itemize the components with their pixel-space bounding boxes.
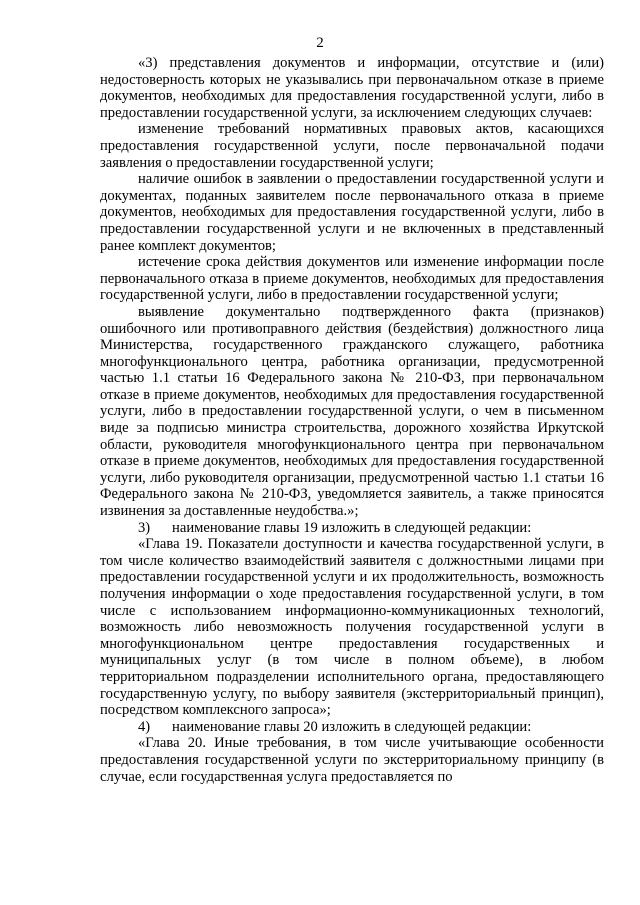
paragraph-item-4-chapter-20: 4) наименование главы 20 изложить в следующей редакции: bbox=[138, 718, 532, 735]
paragraph-item-3-intro: «3) представления документов и информации, отсутствие и (или) недостоверность которых не указывались при первоначальном отказе в приеме документов, необходимых для предоставления государственной услуги, либо в предоставлении государственной услуги, за исключением следующих случаев: bbox=[100, 55, 604, 121]
page-number: 2 bbox=[316, 35, 324, 51]
paragraph-application-errors: наличие ошибок в заявлении о предоставлении государственной услуги и документах, поданных заявителем после первоначального отказа в приеме документов, необходимых для предоставления государственной услуги, либо в предоставлении государственной услуги и не включенных в представленный ранее комплект документов; bbox=[100, 171, 604, 254]
paragraph-documents-expiry: истечение срока действия документов или изменение информации после первоначального отказа в приеме документов, необходимых для предоставления государственной услуги, либо в предоставлении государственной услуги; bbox=[100, 254, 604, 304]
paragraph-chapter-20-title: «Глава 20. Иные требования, в том числе учитывающие особенности предоставления государственной услуги по экстерриториальному принципу (в случае, если государственная услуга предоставляется по bbox=[100, 735, 604, 785]
paragraph-unlawful-action: выявление документально подтвержденного факта (признаков) ошибочного или противоправного действия (бездействия) должностного лица Министерства, государственного гражданского служащего, работника многофункционального центра, работника организации, предусмотренной частью 1.1 статьи 16 Федерального закона № 210-ФЗ, при первоначальном отказе в приеме документов, необходимых для предоставления государственной услуги, либо в предоставлении государственной услуги, о чем в письменном виде за подписью министра строительства, дорожного хозяйства Иркутской области, руководителя многофункционального центра при первоначальном отказе в приеме документов, необходимых для предоставления государственной услуги, либо руководителя организации, предусмотренной частью 1.1 статьи 16 Федерального закона № 210-ФЗ, уведомляется заявитель, а также приносятся извинения за доставленные неудобства.»; bbox=[100, 303, 604, 520]
paragraph-chapter-19-title: «Глава 19. Показатели доступности и качества государственной услуги, в том числе количество взаимодействий заявителя с должностными лицами при предоставлении государственной услуги и их продолжительность, возможность получения информации о ходе предоставления государственной услуги, в том числе с использованием информационно-коммуникационных технологий, возможность либо невозможность получения государственной услуги в многофункциональном центре предоставления государственных и муниципальных услуг (в том числе в полном объеме), в любом территориальном подразделении исполнительного органа, предоставляющего государственную услугу, по выбору заявителя (экстерриториальный принцип), посредством комплексного запроса»; bbox=[100, 536, 604, 719]
paragraph-item-3-chapter-19: 3) наименование главы 19 изложить в следующей редакции: bbox=[138, 519, 532, 536]
document-body bbox=[100, 55, 604, 785]
paragraph-regulation-change: изменение требований нормативных правовых актов, касающихся предоставления государственной услуги, после первоначальной подачи заявления о предоставлении государственной услуги; bbox=[100, 121, 604, 171]
